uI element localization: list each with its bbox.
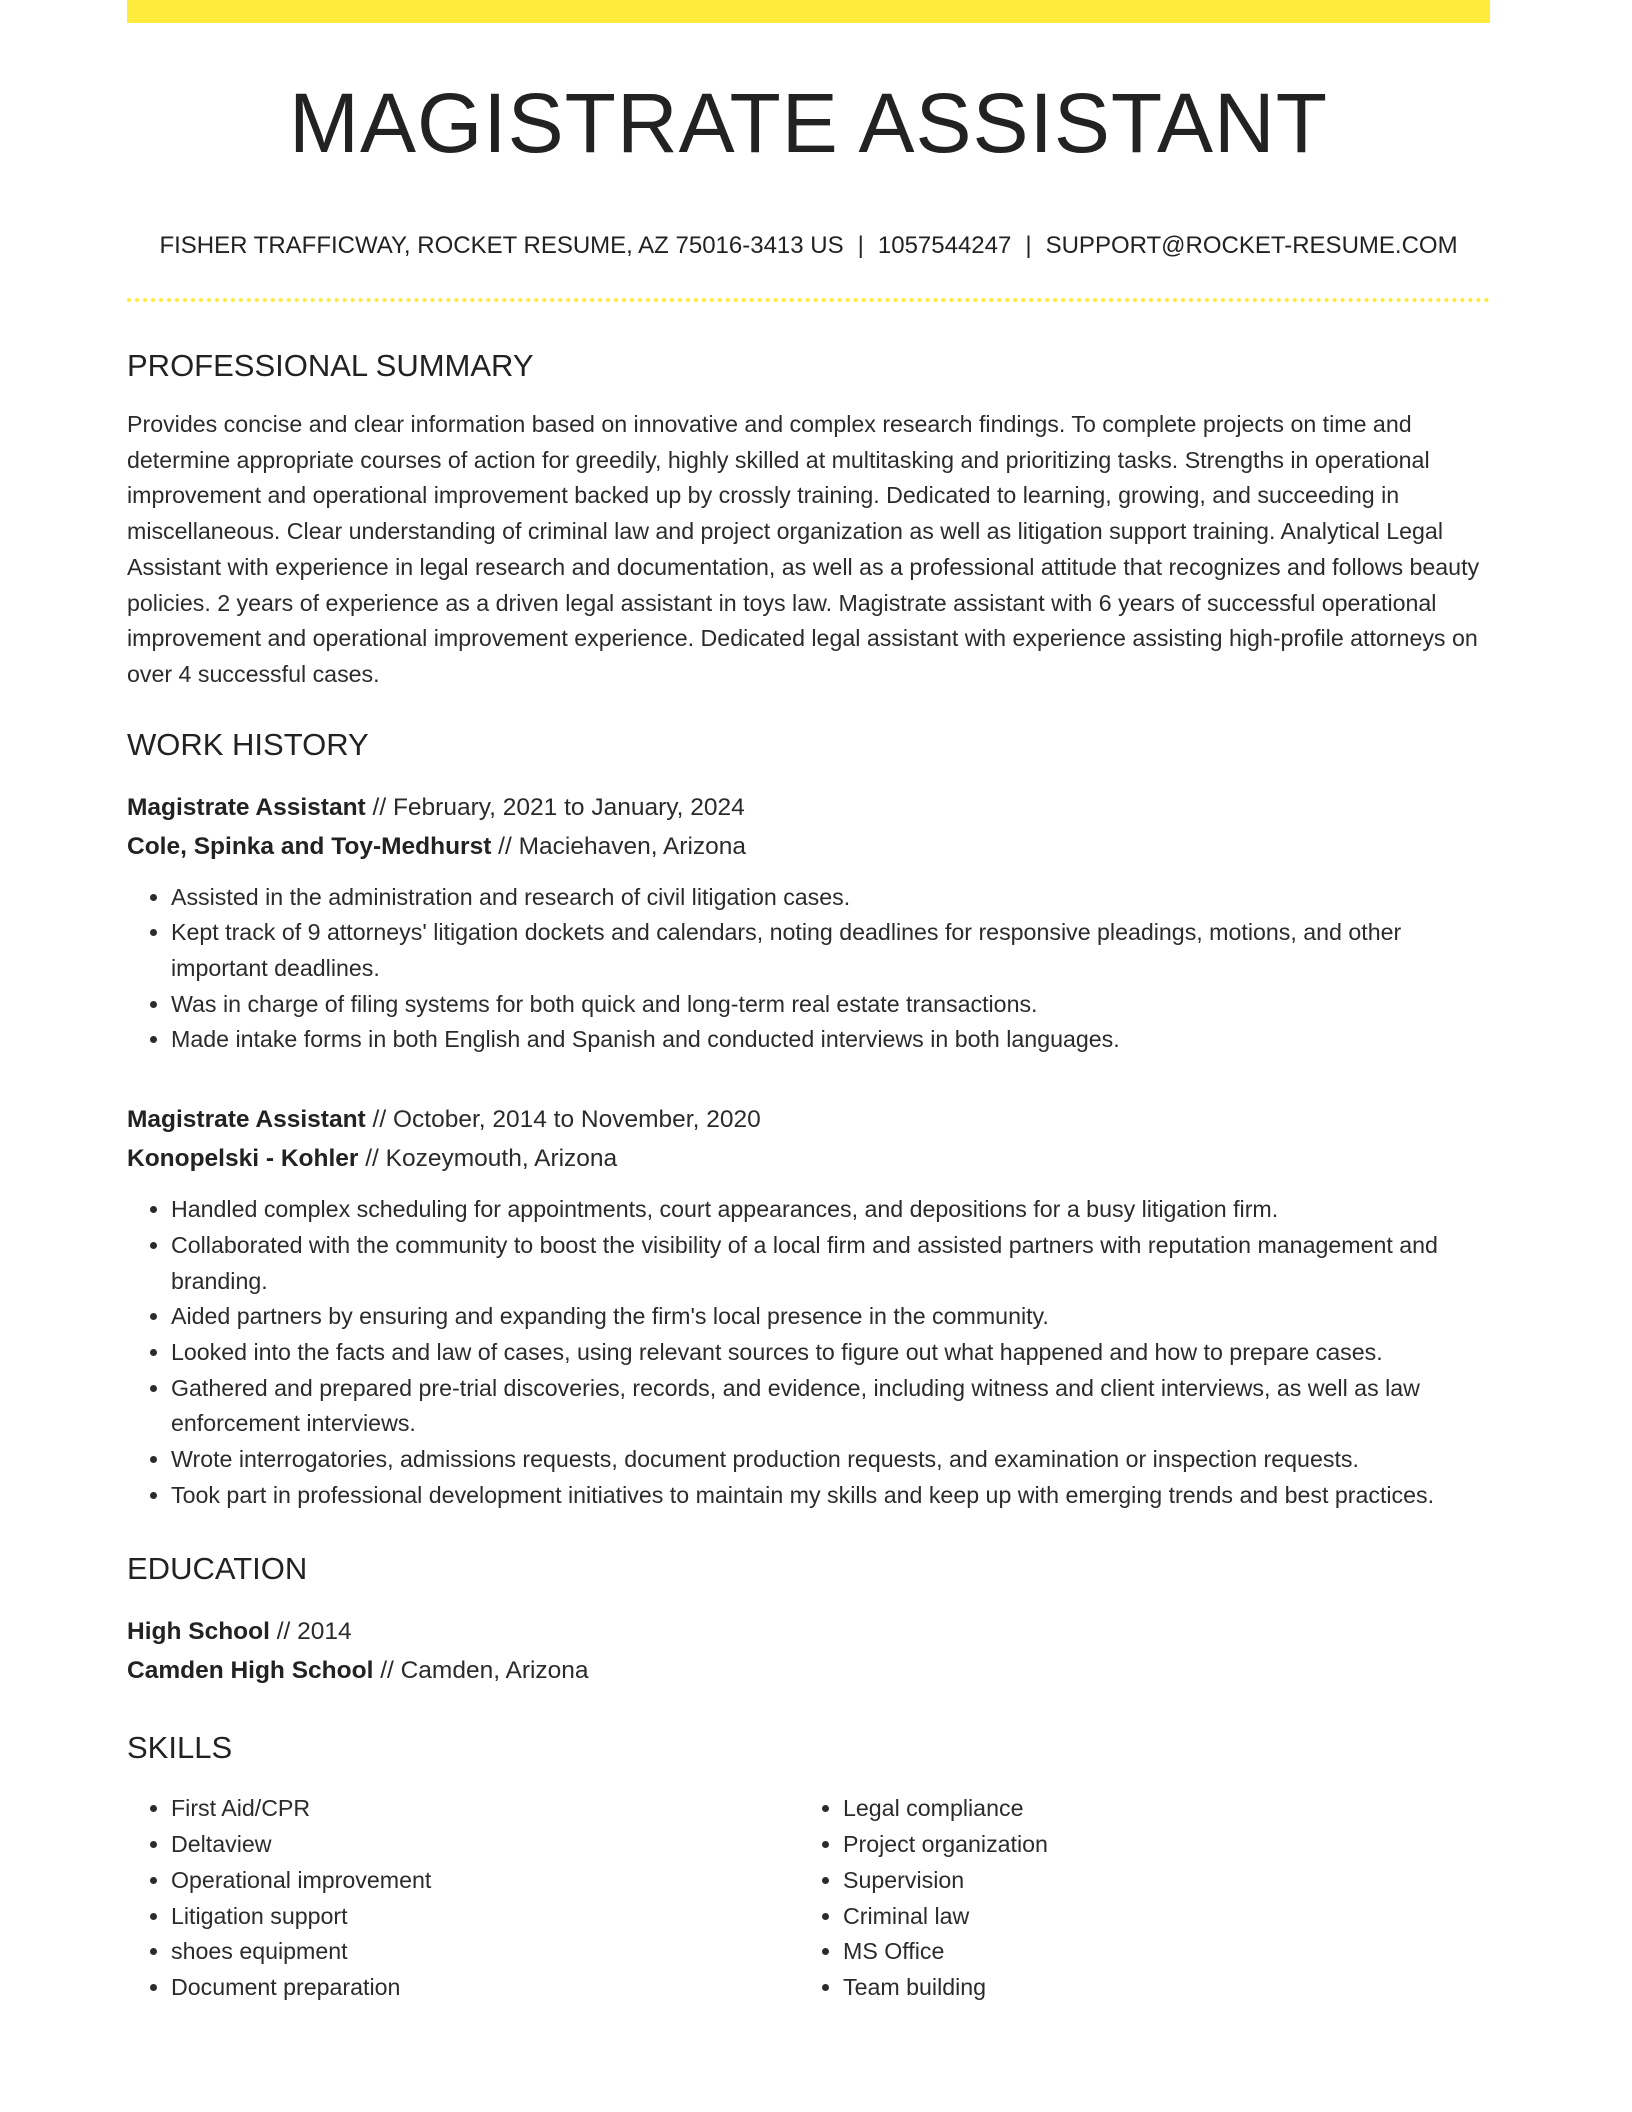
education-school-line bbox=[127, 1651, 1490, 1690]
job-bullets bbox=[127, 1192, 1490, 1513]
skill-item: • Team building bbox=[843, 1970, 1471, 2006]
skill-item: • Deltaview bbox=[171, 1827, 799, 1863]
summary-text: Provides concise and clear information based on innovative and complex research findings. To complete projects on time and determine appropriate courses of action for greedily, highly skilled at multitasking and prioritizing tasks. Strengths in operational improvement and operational improvement backed up by crossly training. Dedicated to learning, growing, and succeeding in miscellaneous. Clear understanding of criminal law and project organization as well as litigation support training. Analytical Legal Assistant with experience in legal research and documentation, as well as a professional attitude that recognizes and follows beauty policies. 2 years of experience as a driven legal assistant in toys law. Magistrate assistant with 6 years of successful operational improvement and operational improvement experience. Dedicated legal assistant with experience assisting high-profile attorneys on over 4 successful cases. bbox=[127, 411, 1480, 687]
skills-list-right bbox=[799, 1791, 1471, 2005]
list-item: • Was in charge of filing systems for both quick and long-term real estate transactions. bbox=[171, 987, 1490, 1023]
skill-item: • Legal compliance bbox=[843, 1791, 1471, 1827]
skills-grid bbox=[127, 1791, 1490, 2005]
contact-line bbox=[127, 234, 1490, 258]
skill-item: • MS Office bbox=[843, 1934, 1471, 1970]
contact-email: SUPPORT@ROCKET-RESUME.COM bbox=[1045, 232, 1458, 259]
job-bullets bbox=[127, 880, 1490, 1059]
education-school: Camden High School bbox=[127, 1657, 374, 1685]
list-item: • Collaborated with the community to boost the visibility of a local firm and assisted partners with reputation management and branding. bbox=[171, 1228, 1490, 1299]
education-year: // 2014 bbox=[269, 1618, 352, 1646]
skill-item: • Project organization bbox=[843, 1827, 1471, 1863]
job-title-line bbox=[127, 1100, 1490, 1139]
skill-item: • Litigation support bbox=[171, 1899, 799, 1935]
contact-separator: | bbox=[857, 232, 864, 259]
job-location: // Maciehaven, Arizona bbox=[491, 832, 747, 860]
skill-item: • Supervision bbox=[843, 1863, 1471, 1899]
job-position: Magistrate Assistant bbox=[127, 1106, 366, 1134]
job-entry bbox=[127, 788, 1490, 1059]
job-company-line bbox=[127, 1139, 1490, 1178]
job-company-line bbox=[127, 827, 1490, 866]
job-entry bbox=[127, 1100, 1490, 1513]
job-position: Magistrate Assistant bbox=[127, 793, 366, 821]
contact-address: FISHER TRAFFICWAY, ROCKET RESUME, AZ 75016-3413 US bbox=[159, 232, 844, 259]
list-item: • Gathered and prepared pre-trial discoveries, records, and evidence, including witness and client interviews, as well as law enforcement interviews. bbox=[171, 1371, 1490, 1442]
job-title-line bbox=[127, 788, 1490, 827]
skill-item: • Criminal law bbox=[843, 1899, 1471, 1935]
summary-heading: PROFESSIONAL SUMMARY bbox=[127, 348, 534, 383]
list-item: • Aided partners by ensuring and expanding the firm's local presence in the community. bbox=[171, 1299, 1490, 1335]
resume-name: MAGISTRATE ASSISTANT bbox=[288, 76, 1329, 170]
skill-item: • Operational improvement bbox=[171, 1863, 799, 1899]
job-company: Cole, Spinka and Toy-Medhurst bbox=[127, 832, 492, 860]
education-degree-line bbox=[127, 1612, 1490, 1651]
education-heading: EDUCATION bbox=[127, 1551, 308, 1587]
list-item: • Handled complex scheduling for appointments, court appearances, and depositions for a busy litigation firm. bbox=[171, 1192, 1490, 1228]
contact-separator: | bbox=[1025, 232, 1032, 259]
list-item: • Looked into the facts and law of cases, using relevant sources to figure out what happened and how to prepare cases. bbox=[171, 1335, 1490, 1371]
list-item: • Took part in professional development initiatives to maintain my skills and keep up with emerging trends and best practices. bbox=[171, 1478, 1490, 1514]
education-degree: High School bbox=[127, 1618, 270, 1646]
contact-phone: 1057544247 bbox=[877, 232, 1012, 259]
skill-item: • shoes equipment bbox=[171, 1934, 799, 1970]
job-dates: // February, 2021 to January, 2024 bbox=[365, 793, 745, 821]
list-item: • Assisted in the administration and research of civil litigation cases. bbox=[171, 880, 1490, 916]
resume-page bbox=[127, 0, 1490, 2006]
skill-item: • Document preparation bbox=[171, 1970, 799, 2006]
skills-list-left bbox=[127, 1791, 799, 2005]
education-location: // Camden, Arizona bbox=[373, 1657, 589, 1685]
list-item: • Wrote interrogatories, admissions requests, document production requests, and examination or inspection requests. bbox=[171, 1442, 1490, 1478]
work-history-heading: WORK HISTORY bbox=[127, 726, 369, 762]
list-item: • Made intake forms in both English and Spanish and conducted interviews in both languages. bbox=[171, 1022, 1490, 1058]
job-dates: // October, 2014 to November, 2020 bbox=[365, 1106, 761, 1134]
accent-bar bbox=[127, 0, 1490, 23]
job-company: Konopelski - Kohler bbox=[127, 1145, 359, 1173]
dotted-divider bbox=[127, 298, 1490, 302]
skill-item: • First Aid/CPR bbox=[171, 1791, 799, 1827]
skills-heading: SKILLS bbox=[127, 1730, 233, 1766]
list-item: • Kept track of 9 attorneys' litigation dockets and calendars, noting deadlines for responsive pleadings, motions, and other important deadlines. bbox=[171, 915, 1490, 986]
job-location: // Kozeymouth, Arizona bbox=[358, 1145, 618, 1173]
